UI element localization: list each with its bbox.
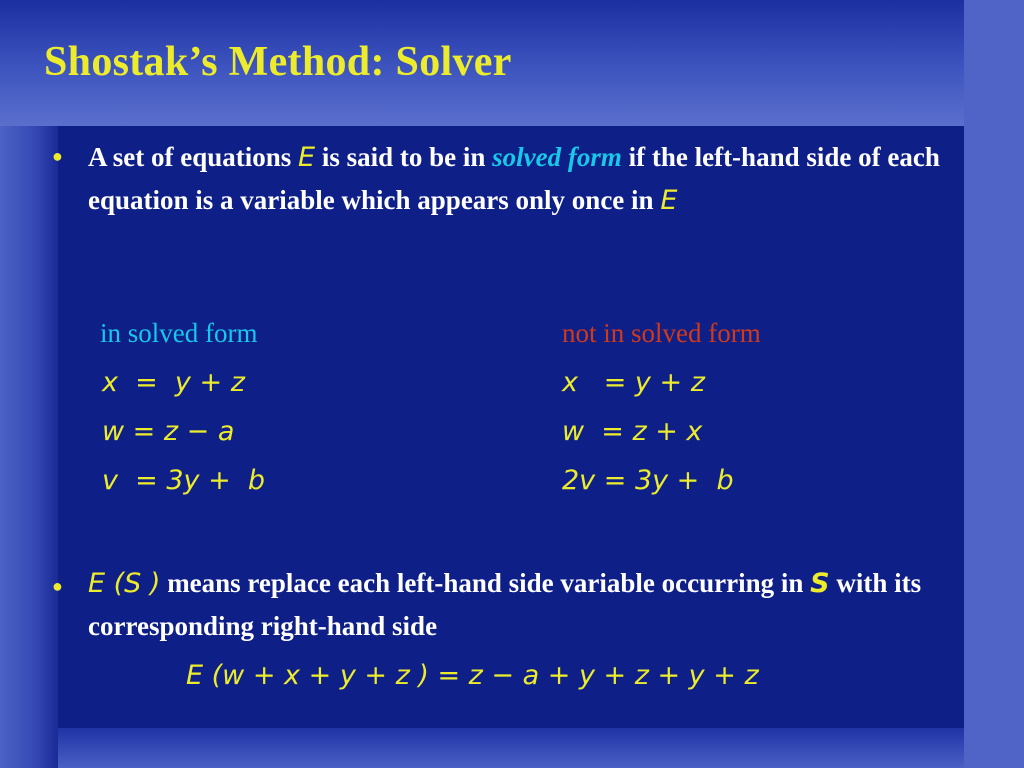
e-of-s-expr: E (S ) (88, 568, 161, 599)
var-s: S (810, 568, 830, 599)
left-band (0, 126, 58, 768)
bottom-band (58, 728, 964, 768)
right-band (964, 0, 1024, 768)
example-equation: E (w + x + y + z ) = z − a + y + z + y + z (186, 660, 759, 691)
var-e-2: E (660, 185, 678, 216)
bullet-1-text (88, 136, 952, 222)
bullet-2-part-1: means replace each left-hand side variable occurring in (160, 568, 811, 598)
bullet-2-text (88, 562, 952, 647)
solved-eq-3: v = 3y + b (102, 465, 266, 496)
solved-form-header: in solved form (100, 318, 258, 348)
solved-eq-2: w = z − a (102, 416, 235, 447)
var-e: E (298, 142, 316, 173)
solved-eq-1: x = y + z (102, 367, 245, 398)
slide-title: Shostak’s Method: Solver (44, 39, 512, 85)
bullet-1-part-3: if the left-hand side of each equation is a variable which appears only once in (88, 142, 940, 215)
not-solved-eq-2: w = z + x (562, 416, 703, 447)
bullet-1-part-1: A set of equations (88, 142, 299, 172)
not-solved-eq-3: 2v = 3y + b (562, 465, 734, 496)
bullet-dot-1: ● (52, 146, 63, 166)
not-solved-eq-1: x = y + z (562, 367, 705, 398)
bullet-1-part-2: is said to be in (315, 142, 493, 172)
solved-form-term: solved form (492, 142, 622, 172)
bullet-dot-2: ● (52, 576, 63, 596)
bullet-2-part-2: with its corresponding right-hand side (88, 568, 922, 641)
not-solved-form-header: not in solved form (562, 318, 761, 348)
